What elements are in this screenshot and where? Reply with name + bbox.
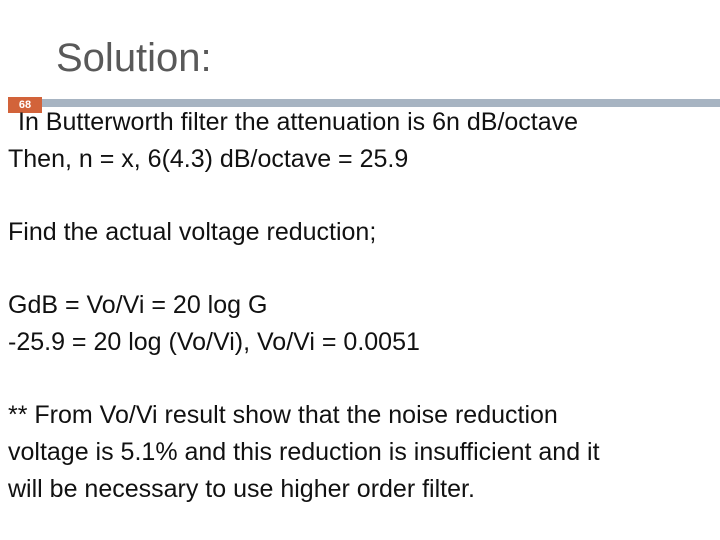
spacer	[8, 251, 716, 287]
body-line-result: -25.9 = 20 log (Vo/Vi), Vo/Vi = 0.0051	[8, 328, 420, 356]
body-line-conclusion-2: voltage is 5.1% and this reduction is insufficient and it	[8, 438, 600, 466]
body-line-conclusion-1: ** From Vo/Vi result show that the noise reduction	[8, 401, 558, 429]
body-line-conclusion-3: will be necessary to use higher order filter.	[8, 475, 475, 503]
slide-body	[8, 104, 716, 508]
slide-title: Solution:	[56, 36, 212, 80]
body-line-formula: GdB = Vo/Vi = 20 log G	[8, 291, 268, 319]
body-line-find: Find the actual voltage reduction;	[8, 218, 377, 246]
page-number-badge: 68	[8, 97, 42, 113]
spacer	[8, 361, 716, 397]
body-line-order: Then, n = x, 6(4.3) dB/octave = 25.9	[8, 145, 409, 173]
spacer	[8, 178, 716, 214]
body-line-attenuation: In Butterworth filter the attenuation is 6n dB/octave	[18, 108, 579, 136]
